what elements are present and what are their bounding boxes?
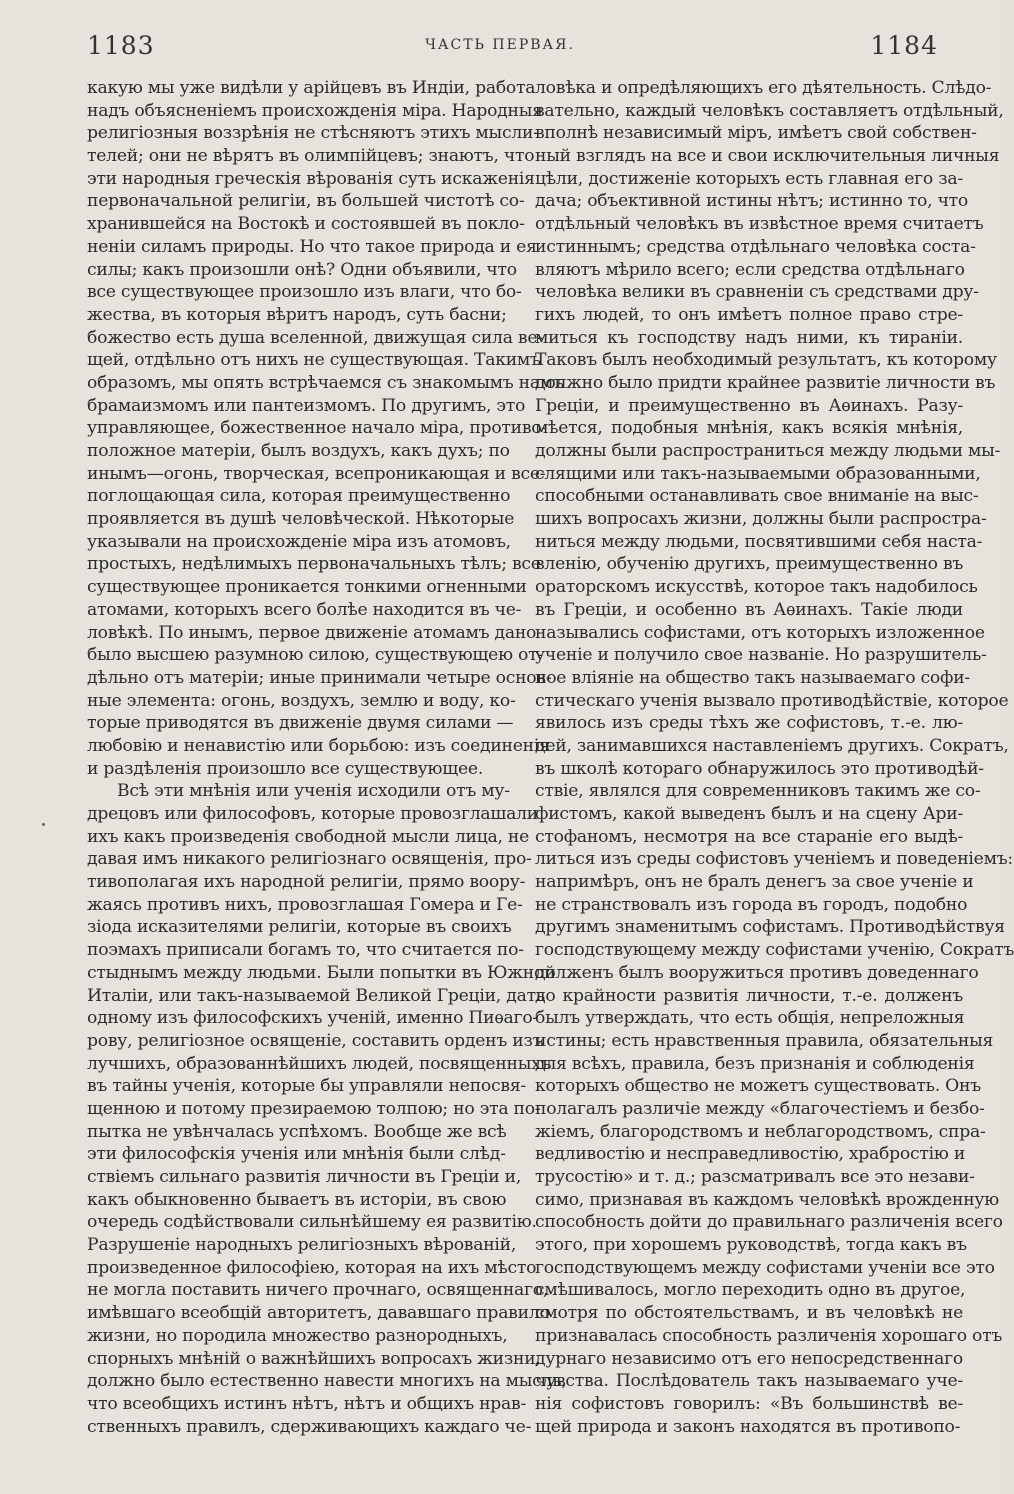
text-line: щей, отдѣльно отъ нихъ не существующая. Такимъ bbox=[87, 350, 541, 371]
text-line: жіемъ, благородствомъ и неблагородствомъ, спра- bbox=[535, 1121, 986, 1142]
text-line: рову, религіозное освященіе, составить орденъ изъ bbox=[87, 1030, 544, 1051]
text-line: дурнаго независимо отъ его непосредственнаго bbox=[535, 1348, 963, 1369]
page-number-left: 1183 bbox=[87, 31, 155, 60]
text-line: ученіе и получило свое названіе. Но разрушитель- bbox=[535, 645, 987, 666]
text-line: вательно, каждый человѣкъ составляетъ отдѣльный, bbox=[535, 100, 1004, 121]
text-line: ведливостію и несправедливостію, храбростію и bbox=[535, 1144, 966, 1165]
text-line: какъ обыкновенно бываетъ въ исторіи, въ свою bbox=[87, 1189, 507, 1210]
text-line: должно было естественно навести многихъ на мысль, bbox=[87, 1371, 567, 1392]
text-line: ловѣкѣ. По инымъ, первое движеніе атомамъ дано bbox=[87, 622, 537, 643]
text-line: былъ утверждать, что есть общія, непреложныя bbox=[535, 1008, 965, 1029]
text-line: и раздѣленія произошло все существующее. bbox=[87, 758, 484, 779]
text-line: господствующему между софистами ученію, Сократъ bbox=[535, 940, 1014, 961]
text-line: Всѣ эти мнѣнія или ученія исходили отъ му- bbox=[117, 781, 510, 802]
text-line: жаясь противъ нихъ, провозглашая Гомера и Ге- bbox=[87, 894, 523, 915]
text-line: до крайности развитія личности, т.-е. долженъ bbox=[535, 985, 963, 1006]
text-line: другимъ знаменитымъ софистамъ. Противодѣйствуя bbox=[535, 917, 1005, 938]
text-line: любовію и ненавистію или борьбою: изъ соединенія bbox=[87, 735, 550, 756]
text-line: первоначальной религіи, въ большей чистотѣ со- bbox=[87, 191, 525, 212]
text-line: ственныхъ правилъ, сдерживающихъ каждаго че- bbox=[87, 1416, 532, 1437]
text-line: дѣльно отъ матеріи; иные принимали четыре основ- bbox=[87, 667, 552, 688]
text-line: имѣвшаго всеобщій авторитетъ, дававшаго правило bbox=[87, 1303, 550, 1324]
text-line: эти философскія ученія или мнѣнія были слѣд- bbox=[87, 1144, 506, 1165]
page-number-right: 1184 bbox=[870, 31, 938, 60]
text-line: силы; какъ произошли онѣ? Одни объявили, что bbox=[87, 259, 517, 280]
text-line: ствіе, являлся для современниковъ такимъ же со- bbox=[535, 781, 981, 802]
text-line: Греціи, и преимущественно въ Аѳинахъ. Разу- bbox=[535, 395, 963, 416]
text-line: смѣшивалось, могло переходить одно въ другое, bbox=[535, 1280, 966, 1301]
text-line: ный взглядъ на все и свои исключительныя личныя bbox=[535, 146, 1000, 167]
text-line: господствующемъ между софистами ученіи все это bbox=[535, 1257, 995, 1278]
text-line: существующее проникается тонкими огненными bbox=[87, 577, 527, 598]
text-line: фистомъ, какой выведенъ былъ и на сцену Ари- bbox=[535, 804, 963, 824]
text-line: должно было придти крайнее развитіе личности въ bbox=[535, 372, 996, 393]
text-line: какую мы уже видѣли у арійцевъ въ Индіи, работа bbox=[87, 78, 536, 98]
text-line: эти народныя греческія вѣрованія суть искаженія bbox=[87, 168, 535, 189]
text-line: шихъ вопросахъ жизни, должны были распростра- bbox=[535, 509, 987, 530]
text-line: брамаизмомъ или пантеизмомъ. По другимъ, это bbox=[87, 395, 526, 416]
text-line: стическаго ученія вызвало противодѣйствіе, которое bbox=[535, 690, 1009, 711]
text-line: простыхъ, недѣлимыхъ первоначальныхъ тѣлъ; все bbox=[87, 554, 541, 575]
text-line: въ тайны ученія, которые бы управляли непосвя- bbox=[87, 1076, 526, 1097]
text-line: ное вліяніе на общество такъ называемаго софи- bbox=[535, 667, 970, 688]
text-line: ные элемента: огонь, воздухъ, землю и воду, ко- bbox=[87, 690, 516, 711]
text-line: Разрушеніе народныхъ религіозныхъ вѣрованій, bbox=[87, 1235, 517, 1256]
text-line: щей природа и законъ находятся въ противопо- bbox=[535, 1416, 961, 1437]
text-line: было высшею разумною силою, существующею от- bbox=[87, 645, 543, 666]
text-line: этого, при хорошемъ руководствѣ, тогда какъ въ bbox=[535, 1235, 967, 1256]
margin-mark bbox=[42, 823, 45, 826]
text-line: истиннымъ; средства отдѣльнаго человѣка соста- bbox=[535, 236, 976, 257]
text-line: произведенное философіею, которая на ихъ мѣсто bbox=[87, 1257, 537, 1278]
text-line: поэмахъ приписали богамъ то, что считается по- bbox=[87, 940, 524, 961]
text-line: которыхъ общество не можетъ существовать. Онъ bbox=[535, 1076, 981, 1097]
text-line: цѣли, достиженіе которыхъ есть главная его за- bbox=[535, 168, 963, 189]
text-line: что всеобщихъ истинъ нѣтъ, нѣтъ и общихъ нрав- bbox=[87, 1393, 527, 1414]
right-text-column bbox=[535, 77, 1014, 1438]
text-line: мѣется, подобныя мнѣнія, какъ всякія мнѣнія, bbox=[535, 418, 963, 439]
text-line: полагалъ различіе между «благочестіемъ и безбо- bbox=[535, 1098, 985, 1119]
text-line: миться къ господству надъ ними, къ тираніи. bbox=[535, 327, 963, 348]
text-line: явилось изъ среды тѣхъ же софистовъ, т.-е. лю- bbox=[535, 713, 963, 734]
text-line: дрецовъ или философовъ, которые провозглашали bbox=[87, 804, 538, 824]
text-line: все существующее произошло изъ влаги, что бо- bbox=[87, 282, 522, 303]
text-line: указывали на происхожденіе міра изъ атомовъ, bbox=[87, 531, 511, 552]
text-line: торые приводятся въ движеніе двумя силами — bbox=[87, 713, 514, 734]
text-line: атомами, которыхъ всего болѣе находится въ че- bbox=[87, 599, 522, 620]
text-line: щенною и потому презираемою толпою; но эта по- bbox=[87, 1098, 541, 1119]
text-line: чувства. Послѣдователь такъ называемаго уче- bbox=[535, 1371, 963, 1392]
text-line: истины; есть нравственныя правила, обязательныя bbox=[535, 1030, 994, 1051]
text-line: божество есть душа вселенной, движущая сила ве- bbox=[87, 327, 543, 348]
text-line: положное матеріи, былъ воздухъ, какъ духъ; по bbox=[87, 441, 510, 461]
text-line: поглощающая сила, которая преимущественно bbox=[87, 486, 511, 507]
left-text-column bbox=[87, 77, 567, 1438]
text-line: трусостію» и т. д.; разсматривалъ все это незави- bbox=[535, 1167, 975, 1187]
text-line: смотря по обстоятельствамъ, и въ человѣкѣ не bbox=[535, 1303, 963, 1324]
text-line: ихъ какъ произведенія свободной мысли лица, не bbox=[87, 826, 530, 847]
text-line: тивополагая ихъ народной религіи, прямо воору- bbox=[87, 872, 526, 893]
text-line: симо, признавая въ каждомъ человѣкѣ врожденную bbox=[535, 1189, 1000, 1210]
text-line: Италіи, или такъ-называемой Великой Греціи, дать bbox=[87, 985, 545, 1006]
text-line: напримѣръ, онъ не бралъ денегъ за свое ученіе и bbox=[535, 872, 974, 893]
text-line: жества, въ которыя вѣритъ народъ, суть басни; bbox=[87, 304, 507, 325]
text-line: назывались софистами, отъ которыхъ изложенное bbox=[535, 622, 985, 643]
text-line: нія софистовъ говорилъ: «Въ большинствѣ ве- bbox=[535, 1393, 963, 1414]
text-line: слящими или такъ-называемыми образованными, bbox=[535, 463, 981, 484]
text-line: лучшихъ, образованнѣйшихъ людей, посвященныхъ bbox=[87, 1053, 552, 1074]
text-line: вленію, обученію другихъ, преимущественно въ bbox=[535, 554, 964, 575]
text-line: пытка не увѣнчалась успѣхомъ. Вообще же всѣ bbox=[87, 1121, 507, 1142]
text-line: въ школѣ котораго обнаружилось это противодѣй- bbox=[535, 758, 984, 779]
text-line: для всѣхъ, правила, безъ признанія и соблюденія bbox=[535, 1053, 975, 1074]
text-line: давая имъ никакого религіознаго освященія, про- bbox=[87, 849, 532, 870]
text-line: хранившейся на Востокѣ и состоявшей въ покло- bbox=[87, 214, 525, 235]
text-line: отдѣльный человѣкъ въ извѣстное время считаетъ bbox=[535, 214, 984, 235]
text-line: способными останавливать свое вниманіе на выс- bbox=[535, 486, 979, 507]
text-line: телей; они не вѣрятъ въ олимпійцевъ; знаютъ, что bbox=[87, 146, 535, 167]
text-line: литься изъ среды софистовъ ученіемъ и поведеніемъ: bbox=[535, 849, 1013, 870]
running-title: ЧАСТЬ ПЕРВАЯ. bbox=[425, 37, 575, 53]
text-line: спорныхъ мнѣній о важнѣйшихъ вопросахъ жизни, bbox=[87, 1348, 541, 1369]
text-line: стыднымъ между людьми. Были попытки въ Южной bbox=[87, 962, 556, 983]
text-line: вполнѣ независимый міръ, имѣетъ свой собствен- bbox=[535, 123, 977, 144]
text-line: дей, занимавшихся наставленіемъ другихъ. Сократъ, bbox=[535, 735, 1009, 756]
text-line: образомъ, мы опять встрѣчаемся съ знакомымъ намъ bbox=[87, 372, 564, 393]
text-line: надъ объясненіемъ происхожденія міра. Народныя bbox=[87, 100, 543, 121]
text-line: не странствовалъ изъ города въ городъ, подобно bbox=[535, 894, 968, 915]
text-line: ловѣка и опредѣляющихъ его дѣятельность. Слѣдо- bbox=[535, 78, 992, 98]
text-line: человѣка велики въ сравненіи съ средствами дру- bbox=[535, 282, 979, 303]
text-line: ораторскомъ искусствѣ, которое такъ надобилось bbox=[535, 577, 978, 598]
text-line: Таковъ былъ необходимый результатъ, къ которому bbox=[535, 350, 997, 371]
text-line: очередь содѣйствовали сильнѣйшему ея развитію. bbox=[87, 1212, 537, 1233]
text-line: способность дойти до правильнаго различенія всего bbox=[535, 1212, 1003, 1233]
text-line: вляютъ мѣрило всего; если средства отдѣльнаго bbox=[535, 259, 965, 280]
text-line: ствіемъ сильнаго развитія личности въ Греціи и, bbox=[87, 1167, 522, 1187]
text-line: неніи силамъ природы. Но что такое природа и ея bbox=[87, 236, 537, 257]
text-line: признавалась способность различенія хорошаго отъ bbox=[535, 1325, 1003, 1346]
text-line: религіозныя воззрѣнія не стѣсняютъ этихъ мысли- bbox=[87, 123, 539, 144]
text-line: гихъ людей, то онъ имѣетъ полное право стре- bbox=[535, 304, 963, 325]
text-line: должны были распространиться между людьми мы- bbox=[535, 441, 1001, 461]
text-line: одному изъ философскихъ ученій, именно Пиѳаго- bbox=[87, 1008, 538, 1029]
text-line: ниться между людьми, посвятившими себя наста- bbox=[535, 531, 983, 552]
text-line: въ Греціи, и особенно въ Аѳинахъ. Такіе люди bbox=[535, 599, 963, 620]
text-line: жизни, но породила множество разнородныхъ, bbox=[87, 1325, 508, 1346]
text-line: управляющее, божественное начало міра, противо- bbox=[87, 418, 547, 439]
text-line: дача; объективной истины нѣтъ; истинно то, что bbox=[535, 191, 969, 212]
text-line: не могла поставить ничего прочнаго, освященнаго, bbox=[87, 1280, 549, 1301]
text-line: долженъ былъ вооружиться противъ доведеннаго bbox=[535, 962, 979, 983]
text-line: стофаномъ, несмотря на все стараніе его выдѣ- bbox=[535, 826, 963, 847]
text-line: проявляется въ душѣ человѣческой. Нѣкоторые bbox=[87, 509, 515, 530]
text-line: инымъ—огонь, творческая, всепроникающая и все- bbox=[87, 463, 546, 484]
text-line: зіода исказителями религіи, которые въ своихъ bbox=[87, 917, 512, 938]
